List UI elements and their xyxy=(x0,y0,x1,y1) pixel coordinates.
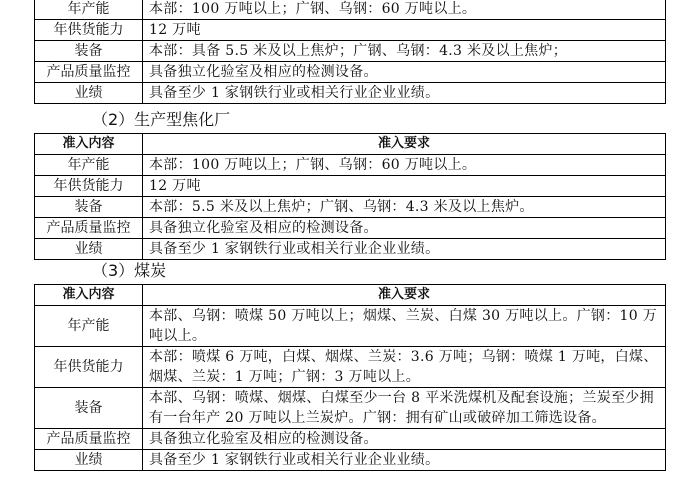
row-label: 年供货能力 xyxy=(35,176,143,197)
column-header: 准入要求 xyxy=(143,285,666,306)
table-row xyxy=(35,176,666,197)
table-header-row xyxy=(35,134,666,155)
row-value: 本部：100 万吨以上；广钢、乌钢：60 万吨以上。 xyxy=(143,0,666,20)
section-heading: （3）煤炭 xyxy=(92,261,167,280)
row-label: 装备 xyxy=(35,41,143,62)
requirements-table-1 xyxy=(34,0,666,104)
row-label: 业绩 xyxy=(35,450,143,471)
row-label: 业绩 xyxy=(35,239,143,260)
row-label: 年供货能力 xyxy=(35,347,143,388)
table-row xyxy=(35,197,666,218)
row-label: 年产能 xyxy=(35,155,143,176)
row-value: 本部：喷煤 6 万吨，白煤、烟煤、兰炭：3.6 万吨；乌钢：喷煤 1 万吨，白煤、烟煤、兰炭：1 万吨；广钢：3 万吨以上。 xyxy=(143,347,666,388)
table-row xyxy=(35,218,666,239)
row-value: 具备至少 1 家钢铁行业或相关行业企业业绩。 xyxy=(143,83,666,104)
section-heading: （2）生产型焦化厂 xyxy=(92,110,231,129)
row-value: 本部：5.5 米及以上焦炉；广钢、乌钢：4.3 米及以上焦炉。 xyxy=(143,197,666,218)
row-label: 年供货能力 xyxy=(35,20,143,41)
requirements-table-3 xyxy=(34,284,666,471)
table-row xyxy=(35,155,666,176)
table-row xyxy=(35,62,666,83)
table-row xyxy=(35,388,666,429)
table-row xyxy=(35,429,666,450)
table-row xyxy=(35,83,666,104)
requirements-table-2 xyxy=(34,133,666,260)
row-value: 具备至少 1 家钢铁行业或相关行业企业业绩。 xyxy=(143,450,666,471)
table-row xyxy=(35,20,666,41)
row-value: 本部：100 万吨以上；广钢、乌钢：60 万吨以上。 xyxy=(143,155,666,176)
column-header: 准入要求 xyxy=(143,134,666,155)
table-row xyxy=(35,41,666,62)
table-header-row xyxy=(35,285,666,306)
row-label: 产品质量监控 xyxy=(35,429,143,450)
row-label: 装备 xyxy=(35,388,143,429)
row-value: 具备至少 1 家钢铁行业或相关行业企业业绩。 xyxy=(143,239,666,260)
row-value: 本部、乌钢：喷煤 50 万吨以上；烟煤、兰炭、白煤 30 万吨以上。广钢：10 万吨以上。 xyxy=(143,306,666,347)
row-value: 本部、乌钢：喷煤、烟煤、白煤至少一台 8 平米洗煤机及配套设施；兰炭至少拥有一台年产 20 万吨以上兰炭炉。广钢：拥有矿山或破碎加工筛选设备。 xyxy=(143,388,666,429)
column-header: 准入内容 xyxy=(35,285,143,306)
row-label: 产品质量监控 xyxy=(35,218,143,239)
table-row xyxy=(35,450,666,471)
row-value: 具备独立化验室及相应的检测设备。 xyxy=(143,218,666,239)
table-row xyxy=(35,306,666,347)
row-label: 装备 xyxy=(35,197,143,218)
row-value: 12 万吨 xyxy=(143,176,666,197)
table-row xyxy=(35,347,666,388)
row-label: 年产能 xyxy=(35,306,143,347)
table-row xyxy=(35,0,666,20)
row-value: 具备独立化验室及相应的检测设备。 xyxy=(143,62,666,83)
row-value: 具备独立化验室及相应的检测设备。 xyxy=(143,429,666,450)
row-value: 本部：具备 5.5 米及以上焦炉；广钢、乌钢：4.3 米及以上焦炉； xyxy=(143,41,666,62)
row-label: 年产能 xyxy=(35,0,143,20)
column-header: 准入内容 xyxy=(35,134,143,155)
table-row xyxy=(35,239,666,260)
row-label: 产品质量监控 xyxy=(35,62,143,83)
row-label: 业绩 xyxy=(35,83,143,104)
row-value: 12 万吨 xyxy=(143,20,666,41)
